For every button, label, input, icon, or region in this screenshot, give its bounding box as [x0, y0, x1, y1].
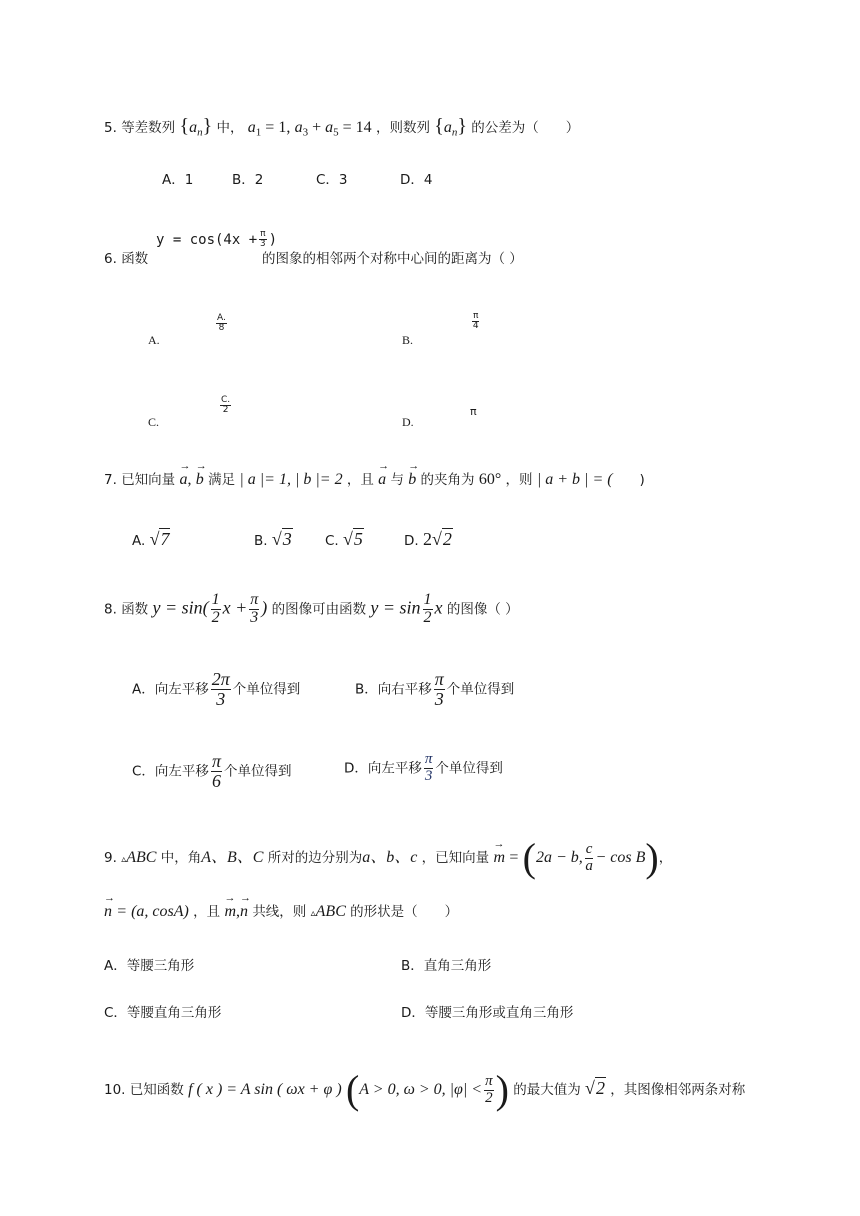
q7-option-a[interactable]: A. √7 [132, 529, 170, 549]
q6-function-image: y = cos(4x + $\frac{\pi}{3}$ ) [156, 229, 278, 250]
q5-number: 5. [104, 120, 117, 136]
q6-stem-end: 的图象的相邻两个对称中心间的距离为（ ） [262, 251, 523, 267]
left-paren: ( [522, 835, 536, 880]
q7-option-d[interactable]: D. 2√2 [404, 529, 452, 549]
q5-option-d[interactable]: D．4 [400, 172, 433, 188]
sqrt-symbol: √2 [431, 529, 452, 549]
q6-option-d[interactable]: D. [402, 415, 414, 429]
q7-number: 7. [104, 472, 117, 488]
q7-option-b[interactable]: B. √3 [254, 529, 292, 549]
q8-stem: 8. 函数 y = sin( $\frac{1}{2}$ x + $\frac{\pi}{3}$ ) 的图像可由函数 y = sin $\frac{1}{2}$ x 的图像（ ） [104, 591, 519, 626]
q5-option-a[interactable]: A．1 [162, 172, 194, 188]
right-paren: ) [495, 1067, 509, 1112]
q9-option-d[interactable]: D．等腰三角形或直角三角形 [401, 1005, 574, 1021]
q9-number: 9. [104, 850, 117, 866]
q9-option-b[interactable]: B．直角三角形 [401, 958, 492, 974]
q10-number: 10. [104, 1082, 126, 1098]
q9-option-a[interactable]: A．等腰三角形 [104, 958, 195, 974]
q6-option-b[interactable]: B. [402, 333, 414, 347]
right-paren: ) [645, 835, 659, 880]
q9-stem-line2: → n = (a, cosA) ，且 → m,→ n 共线，则 ▵ABC 的形状是（ ） [104, 904, 458, 920]
q5-stem: 5. 等差数列 $\{a_n\}$ 中， $a_1 = 1$, $a_3 + a_5 = 14$ ，则数列 $\{a_n\}$ 的公差为（ ） [104, 115, 580, 139]
sqrt-symbol: √3 [271, 529, 292, 549]
q8-number: 8. [104, 601, 117, 618]
q6-stem-start: 6. 函数 [104, 251, 149, 267]
sqrt-symbol: √5 [343, 529, 363, 549]
q8-option-c[interactable]: C．向左平移 $\frac{\pi}{6}$ 个单位得到 [132, 751, 292, 791]
q8-option-b[interactable]: B．向右平移 $\frac{\pi}{3}$ 个单位得到 [355, 669, 515, 709]
q7-option-c[interactable]: C. √5 [325, 529, 363, 549]
triangle-icon: ▵ [121, 854, 127, 865]
q5-option-c[interactable]: C．3 [316, 172, 348, 188]
sqrt-symbol: √2 [585, 1078, 605, 1098]
q6-number: 6. [104, 251, 117, 267]
q7-stem: 7. 已知向量 → a, → b 满足 | a |= 1, | b |= 2 ，且 → a 与 → b 的夹角为 60° ，则 | a + b | = ( ) [104, 472, 645, 488]
q6-option-d-value: π [470, 405, 477, 418]
triangle-icon: ▵ [310, 908, 316, 919]
q9-option-c[interactable]: C．等腰直角三角形 [104, 1005, 222, 1021]
sqrt-symbol: √7 [149, 529, 170, 549]
q8-option-a[interactable]: A．向左平移 $\frac{2\pi}{3}$ 个单位得到 [132, 669, 301, 709]
left-paren: ( [345, 1067, 360, 1112]
q6-option-c[interactable]: C. [148, 415, 160, 429]
q6-option-a[interactable]: A. [148, 333, 160, 347]
q10-stem: 10. 已知函数 f ( x ) = A sin ( ωx + φ ) (A > 0, ω > 0, |φ| < $\frac{\pi}{2}$ ) 的最大值为 √2 ，其图像相邻两条对称 [104, 1067, 746, 1112]
q6-option-a-value: $\frac{A.}{8}$ [217, 313, 226, 334]
q5-option-b[interactable]: B．2 [232, 172, 264, 188]
q6-option-b-value: $\frac{\pi}{4}$ [472, 311, 479, 332]
q8-option-d[interactable]: D．向左平移 $\frac{\pi}{3}$ 个单位得到 [344, 751, 503, 784]
q6-option-c-value: $\frac{C.}{2}$ [221, 395, 231, 416]
q9-stem-line1: 9. ▵ABC 中，角A、B、C 所对的边分别为a、b、c ，已知向量 → m = (2a − b, $\frac{c}{a}$ − cos B)， [104, 838, 672, 878]
